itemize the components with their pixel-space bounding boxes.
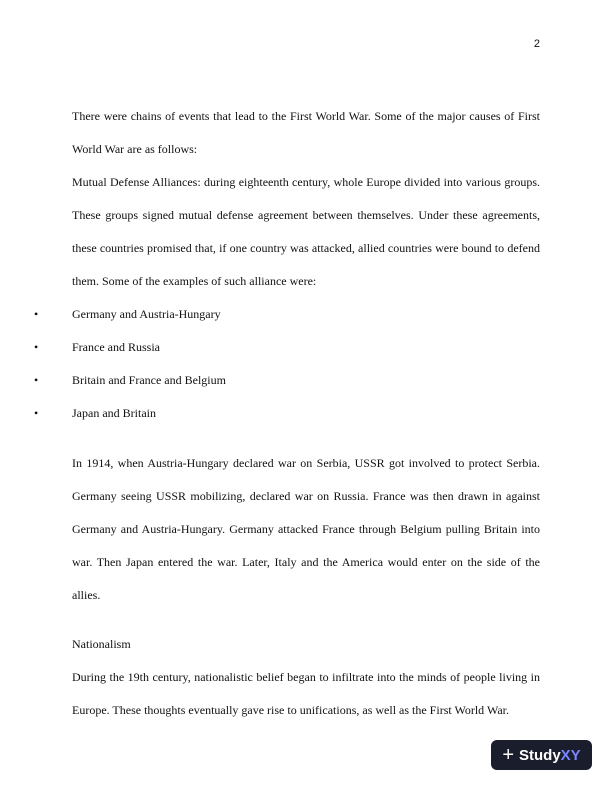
document-body <box>34 100 540 727</box>
spacer <box>72 430 540 447</box>
alliances-list <box>0 298 540 430</box>
list-item <box>0 331 540 364</box>
watermark-study: Study <box>519 746 561 764</box>
section-heading: Nationalism <box>72 637 131 651</box>
list-item <box>0 397 540 430</box>
list-item <box>0 364 540 397</box>
list-item <box>0 298 540 331</box>
nationalism-paragraph: During the 19th century, nationalistic belief began to infiltrate into the minds of people living in Europe. These thoughts eventually gave rise to unifications, as well as the First World War. <box>72 670 540 717</box>
list-item-text: Britain and France and Belgium <box>72 373 226 387</box>
bullet-icon: • <box>34 307 39 321</box>
alliances-paragraph: Mutual Defense Alliances: during eighteenth century, whole Europe divided into various groups. These groups signed mutual defense agreement between themselves. Under these agreements, these countries promised that, if one country was attacked, allied countries were bound to defend them. Some of the examples of such alliance were: <box>72 175 540 288</box>
spacer <box>72 612 540 628</box>
watermark-xy: XY <box>560 746 581 764</box>
plus-icon: + <box>502 744 514 766</box>
page-number: 2 <box>533 38 540 50</box>
list-item-text: Japan and Britain <box>72 406 156 420</box>
war-paragraph: In 1914, when Austria-Hungary declared war on Serbia, USSR got involved to protect Serbia. Germany seeing USSR mobilizing, declared war on Russia. France was then drawn in against Germany and Austria-Hungary. Germany attacked France through Belgium pulling Britain into war. Then Japan entered the war. Later, Italy and the America would enter on the side of the allies. <box>72 456 540 602</box>
bullet-icon: • <box>34 373 39 387</box>
intro-paragraph: There were chains of events that lead to the First World War. Some of the major causes of First World War are as follows: <box>72 109 540 156</box>
bullet-icon: • <box>34 406 39 420</box>
list-item-text: Germany and Austria-Hungary <box>72 307 221 321</box>
bullet-icon: • <box>34 340 39 354</box>
list-item-text: France and Russia <box>72 340 160 354</box>
studyxy-watermark <box>491 740 592 770</box>
